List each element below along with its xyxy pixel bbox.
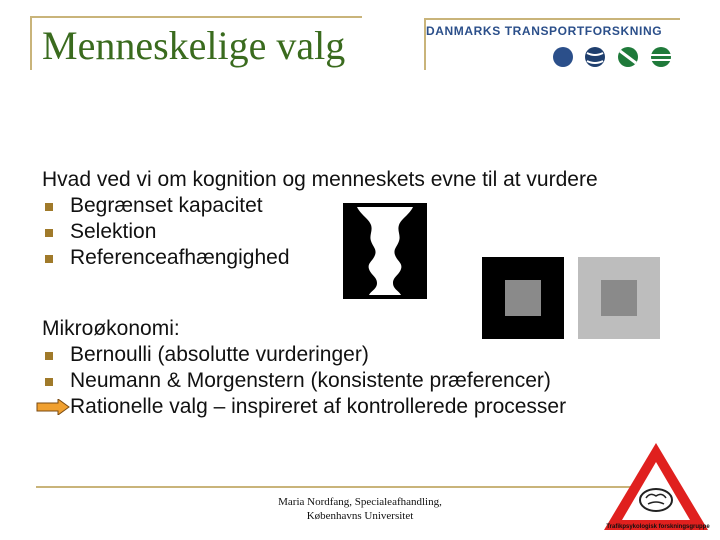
footer-divider bbox=[36, 486, 676, 488]
bullet-text: Begrænset kapacitet bbox=[70, 194, 263, 217]
slide-title: Menneskelige valg bbox=[42, 23, 346, 68]
footer bbox=[240, 495, 480, 523]
bullet-text: Referenceafhængighed bbox=[70, 246, 290, 269]
square-bullet-icon bbox=[45, 229, 53, 237]
sign-caption: Trafikpsykologisk forskningsgruppe bbox=[606, 524, 710, 530]
footer-institution: Københavns Universitet bbox=[306, 510, 414, 522]
footer-author: Maria Nordfang, Specialeafhandling, bbox=[278, 496, 442, 508]
arrow-right-icon bbox=[36, 399, 70, 415]
square-bullet-icon bbox=[45, 255, 53, 263]
rubin-vase-illusion bbox=[343, 203, 427, 299]
intro-text: Hvad ved vi om kognition og menneskets evne til at vurdere bbox=[42, 168, 598, 191]
list-item bbox=[42, 342, 598, 368]
list-item bbox=[42, 193, 598, 219]
list-item bbox=[42, 219, 598, 245]
square-bullet-icon bbox=[45, 203, 53, 211]
list-item bbox=[42, 394, 598, 420]
logo-text: DANMARKS TRANSPORTFORSKNING bbox=[426, 24, 663, 38]
bullet-text: Selektion bbox=[70, 220, 157, 243]
bullet-text: Bernoulli (absolutte vurderinger) bbox=[70, 343, 369, 366]
dtf-logo-icons bbox=[552, 46, 676, 68]
brain-warning-sign-icon bbox=[600, 440, 712, 536]
square-bullet-icon bbox=[45, 352, 53, 360]
section-heading: Mikroøkonomi: bbox=[42, 317, 180, 340]
bullet-text: Rationelle valg – inspireret af kontrollerede processer bbox=[70, 395, 567, 418]
list-item bbox=[42, 368, 598, 394]
bullet-text: Neumann & Morgenstern (konsistente præferencer) bbox=[70, 369, 551, 392]
contrast-square-light bbox=[578, 257, 660, 339]
contrast-square-dark bbox=[482, 257, 564, 339]
square-bullet-icon bbox=[45, 378, 53, 386]
